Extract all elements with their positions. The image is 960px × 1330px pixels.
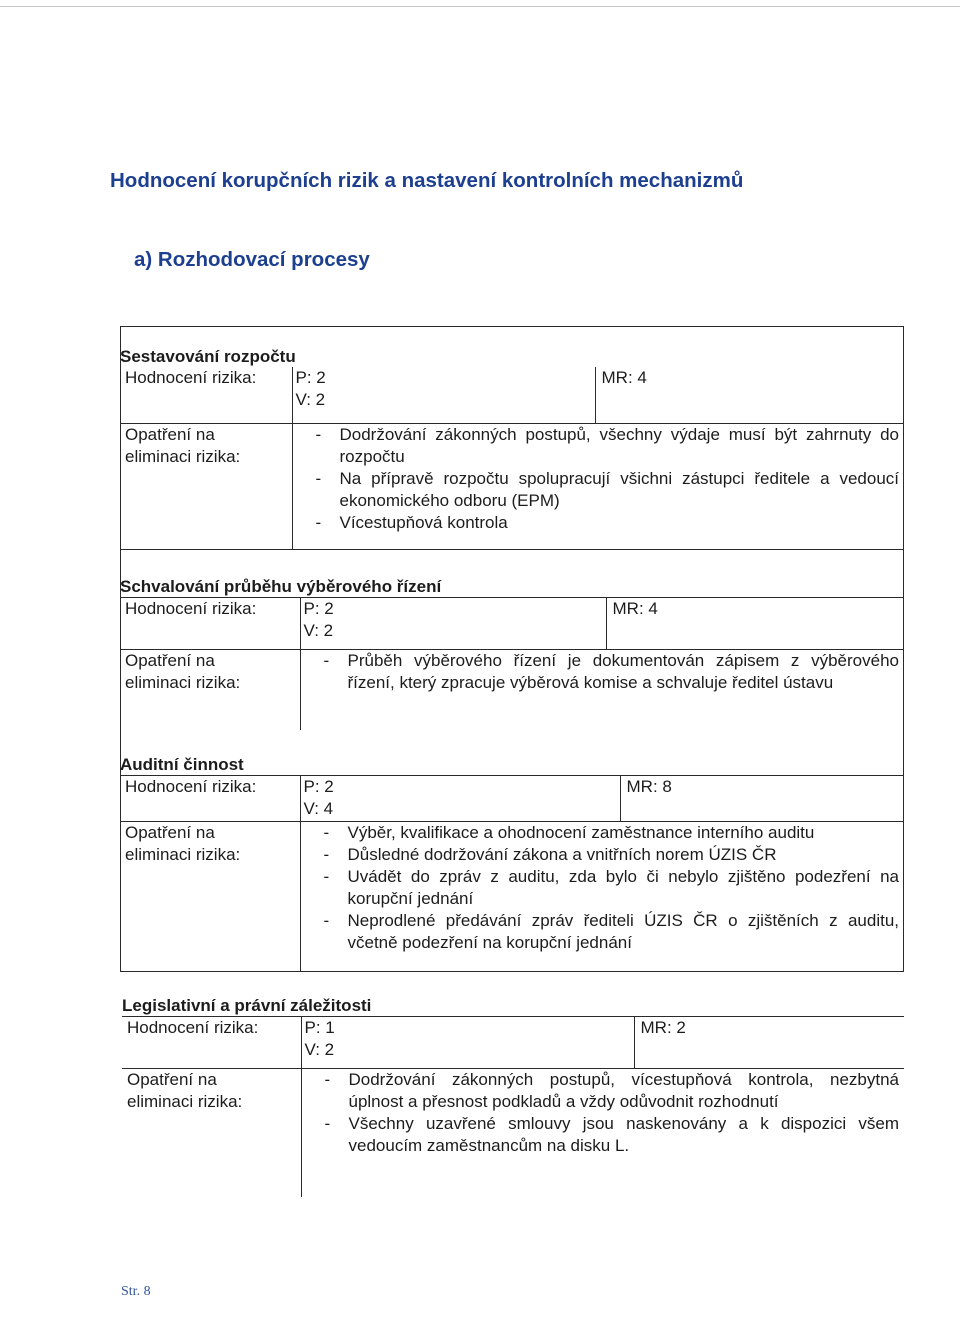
top-rule	[0, 6, 960, 7]
measures-list	[306, 822, 900, 954]
risk-table	[120, 367, 904, 550]
measures-label-line-1: Opatření na	[125, 651, 215, 670]
measures-label-line-2: eliminaci rizika:	[125, 446, 241, 466]
block-title: Auditní činnost	[120, 755, 244, 774]
probability-value: P: 2	[295, 368, 326, 387]
measures-label	[120, 423, 292, 549]
measure-item: - Všechny uzavřené smlouvy jsou naskenovány a k dispozici všem vedoucím zaměstnancům na disku L.	[307, 1113, 900, 1157]
document-title: Hodnocení korupčních rizik a nastavení kontrolních mechanizmů	[110, 169, 744, 192]
measures-label-line-2: eliminaci rizika:	[125, 845, 241, 864]
measures-label	[120, 822, 300, 971]
rating-label: Hodnocení rizika:	[120, 367, 292, 423]
measure-of-risk: MR: 4	[595, 367, 904, 423]
measures-cell	[292, 423, 904, 549]
risk-table	[122, 1016, 904, 1197]
measure-item: - Výběr, kvalifikace a ohodnocení zaměstnance interního auditu	[306, 822, 900, 844]
measures-label-line-2: eliminaci rizika:	[127, 1092, 243, 1111]
block-title: Sestavování rozpočtu	[120, 347, 296, 366]
measure-item: - Vícestupňová kontrola	[298, 512, 900, 534]
measures-label-line-1: Opatření na	[125, 823, 215, 842]
impact-value: V: 4	[303, 799, 334, 818]
probability-impact	[292, 367, 595, 423]
measure-item: - Uvádět do zpráv z auditu, zda bylo či nebylo zjištěno podezření na korupční jednání	[306, 866, 900, 910]
measures-label-line-1: Opatření na	[125, 424, 215, 444]
risk-block-audit	[120, 755, 904, 971]
measure-of-risk: MR: 2	[634, 1017, 904, 1069]
measure-item: - Průběh výběrového řízení je dokumentován zápisem z výběrového řízení, který zpracuje výběrová komise a schvaluje ředitel ústavu	[306, 650, 900, 694]
probability-value: P: 2	[303, 599, 334, 618]
measure-item: - Neprodlené předávání zpráv řediteli ÚZIS ČR o zjištěních z auditu, včetně podezření na korupční jednání	[306, 910, 900, 954]
rating-label: Hodnocení rizika:	[122, 1017, 301, 1069]
risk-block-legal	[122, 996, 904, 1197]
impact-value: V: 2	[304, 1040, 335, 1059]
risk-table	[120, 597, 904, 730]
measures-label	[122, 1069, 301, 1197]
impact-value: V: 2	[303, 621, 334, 640]
measures-cell	[300, 650, 904, 730]
measures-cell	[301, 1069, 904, 1197]
block-title: Schvalování průběhu výběrového řízení	[120, 577, 442, 596]
page-number: Str. 8	[121, 1284, 151, 1299]
probability-impact	[300, 776, 620, 822]
measure-of-risk: MR: 4	[606, 598, 904, 650]
probability-value: P: 2	[303, 777, 334, 796]
risk-table	[120, 775, 904, 971]
risk-block-tender-approval	[120, 577, 904, 730]
measures-list	[306, 650, 900, 694]
probability-impact	[300, 598, 606, 650]
measures-label-line-1: Opatření na	[127, 1070, 217, 1089]
measures-list	[298, 424, 900, 534]
measure-item: - Dodržování zákonných postupů, vícestupňová kontrola, nezbytná úplnost a přesnost podkladů a vždy odůvodnit rozhodnutí	[307, 1069, 900, 1113]
probability-impact	[301, 1017, 634, 1069]
rating-label: Hodnocení rizika:	[120, 598, 300, 650]
section-title: a) Rozhodovací procesy	[134, 248, 370, 271]
measures-label	[120, 650, 300, 730]
measure-item: - Dodržování zákonných postupů, všechny výdaje musí být zahrnuty do rozpočtu	[298, 424, 900, 468]
risk-block-budget	[120, 347, 904, 550]
measure-item: - Na přípravě rozpočtu spolupracují všichni zástupci ředitele a vedoucí ekonomického odboru (EPM)	[298, 468, 900, 512]
block-title: Legislativní a právní záležitosti	[122, 996, 372, 1015]
measure-of-risk: MR: 8	[620, 776, 904, 822]
measures-list	[307, 1069, 900, 1157]
probability-value: P: 1	[304, 1018, 335, 1037]
measure-item: - Důsledné dodržování zákona a vnitřních norem ÚZIS ČR	[306, 844, 900, 866]
rating-label: Hodnocení rizika:	[120, 776, 300, 822]
measures-label-line-2: eliminaci rizika:	[125, 673, 241, 692]
impact-value: V: 2	[295, 390, 326, 409]
measures-cell	[300, 822, 904, 971]
